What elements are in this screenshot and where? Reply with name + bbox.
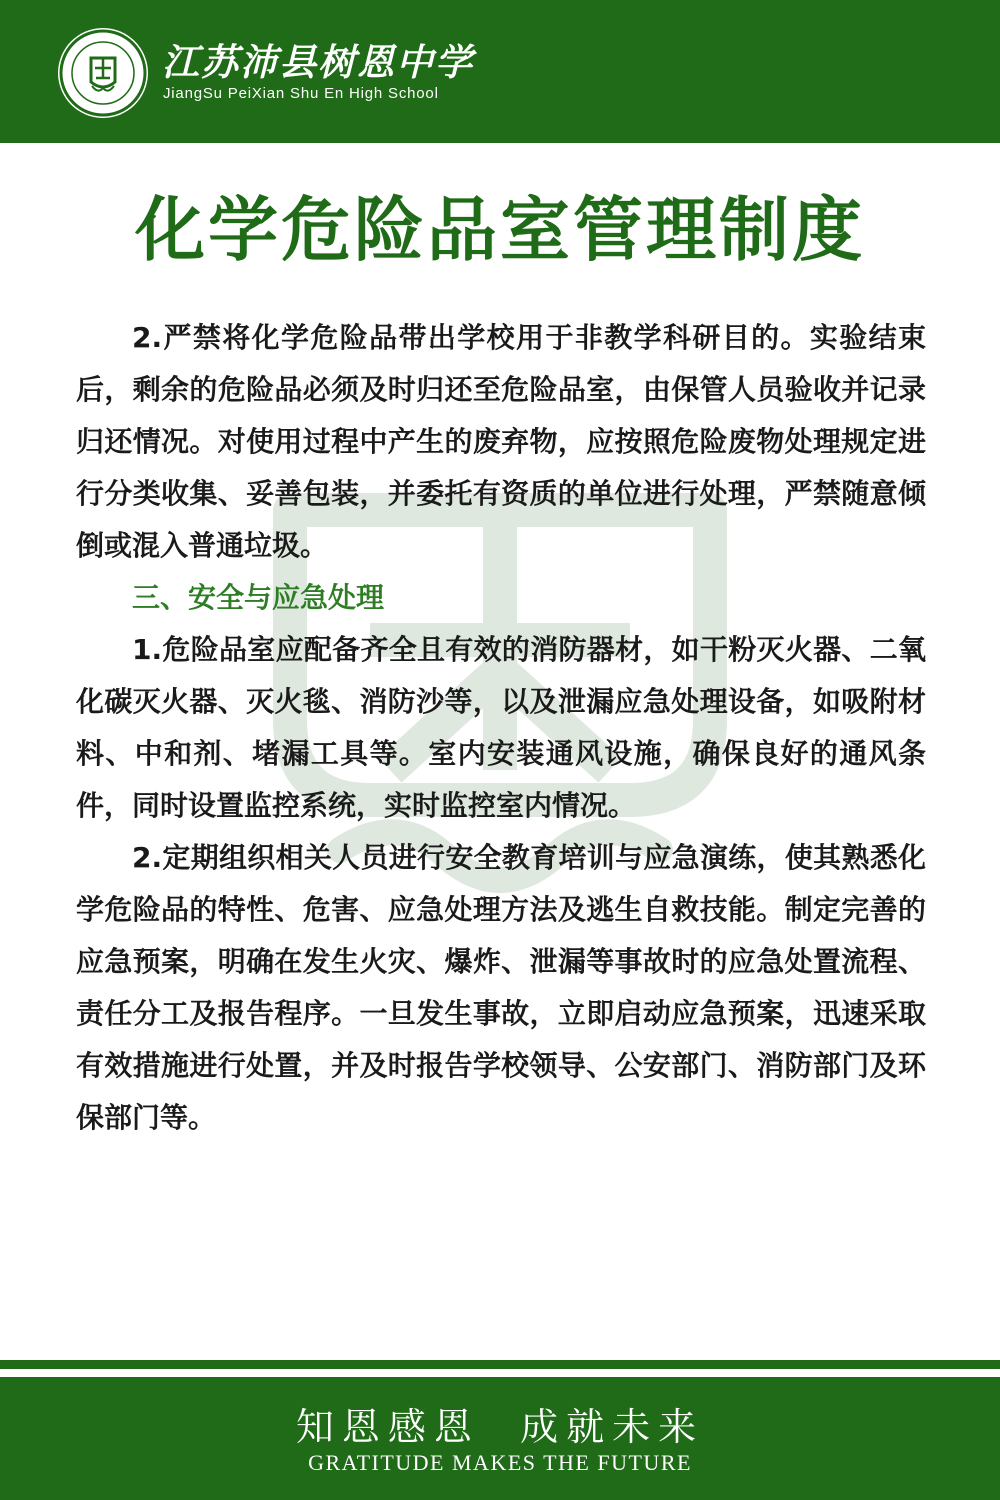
paragraph-return-disposal: 2.严禁将化学危险品带出学校用于非教学科研目的。实验结束后，剩余的危险品必须及时归还至危险品室，由保管人员验收并记录归还情况。对使用过程中产生的废弃物，应按照危险废物处理规定进行分类收集、妥善包装，并委托有资质的单位进行处理，严禁随意倾倒或混入普通垃圾。: [76, 321, 926, 562]
page-title: 化学危险品室管理制度: [135, 189, 865, 271]
footer-slogan-cn: 知恩感恩 成就未来: [295, 1405, 705, 1449]
school-name-cn: 江苏沛县树恩中学: [162, 40, 474, 84]
school-crest-icon: [58, 28, 148, 118]
paragraph-training-emergency: 2.定期组织相关人员进行安全教育培训与应急演练，使其熟悉化学危险品的特性、危害、应急处理方法及逃生自救技能。制定完善的应急预案，明确在发生火灾、爆炸、泄漏等事故时的应急处置流程、责任分工及报告程序。一旦发生事故，立即启动应急预案，迅速采取有效措施进行处置，并及时报告学校领导、公安部门、消防部门及环保部门等。: [76, 841, 926, 1134]
school-name-en: JiangSu PeiXian Shu En High School: [163, 85, 439, 102]
paragraph-equipment: 1.危险品室应配备齐全且有效的消防器材，如干粉灭火器、二氧化碳灭火器、灭火毯、消防沙等，以及泄漏应急处理设备，如吸附材料、中和剂、堵漏工具等。室内安装通风设施，确保良好的通风条件，同时设置监控系统，实时监控室内情况。: [76, 633, 926, 822]
header-bar: [0, 0, 1000, 143]
regulation-body: [76, 312, 926, 1144]
footer-divider: [0, 1360, 1000, 1369]
section-heading-safety: 三、安全与应急处理: [132, 581, 385, 614]
footer-slogan-en: GRATITUDE MAKES THE FUTURE: [308, 1450, 692, 1475]
